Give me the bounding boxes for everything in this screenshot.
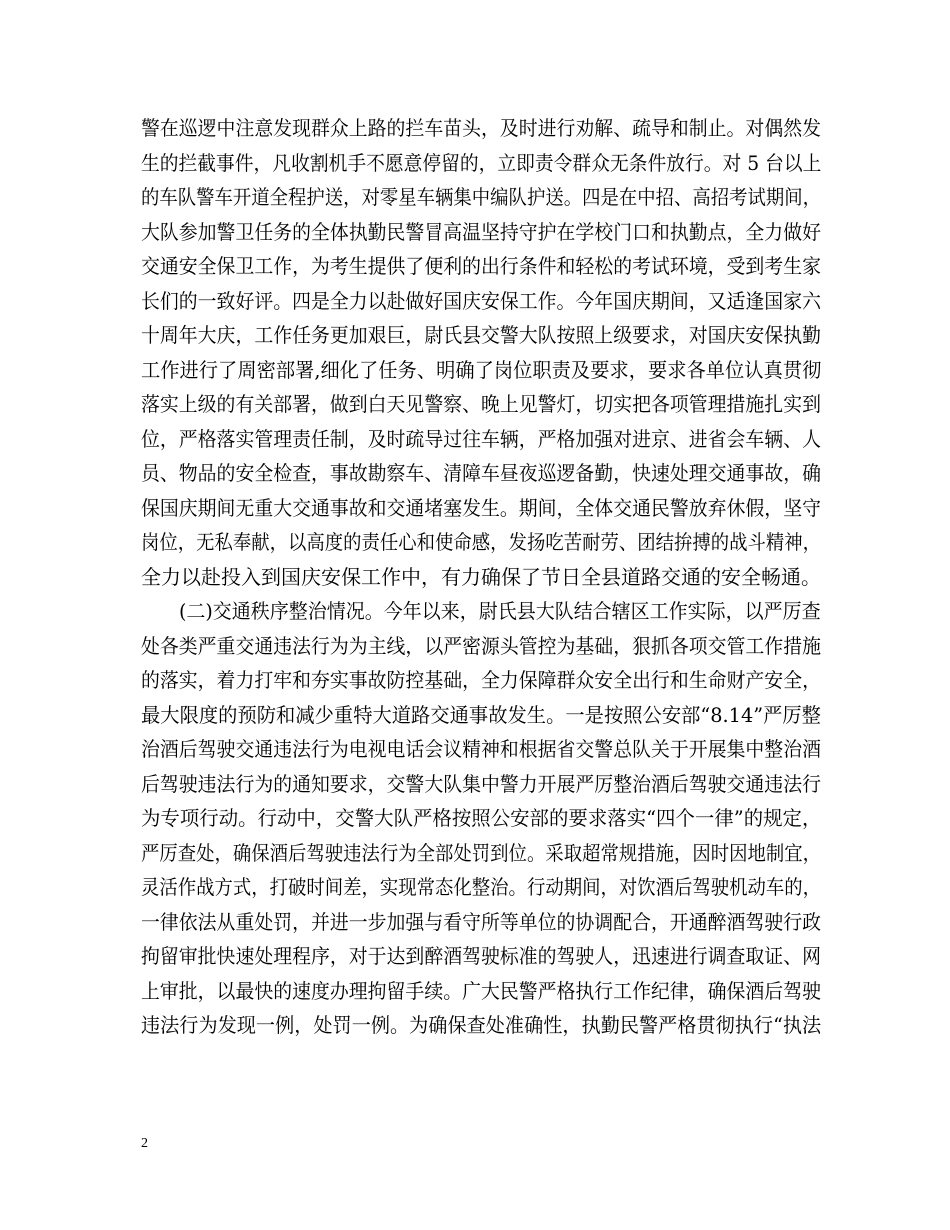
text-line: 后驾驶违法行为的通知要求，交警大队集中警力开展严厉整治酒后驾驶交通违法行 [141, 772, 821, 796]
text-line: 违法行为发现一例，处罚一例。为确保查处准确性，执勤民警严格贯彻执行“执法 [141, 1013, 822, 1037]
text-line: 保国庆期间无重大交通事故和交通堵塞发生。期间，全体交通民警放弃休假，坚守 [141, 496, 821, 520]
text-line: 灵活作战方式，打破时间差，实现常态化整治。行动期间，对饮酒后驾驶机动车的， [141, 875, 821, 899]
text-line: 生的拦截事件，凡收割机手不愿意停留的，立即责令群众无条件放行。对 5 台以上 [141, 151, 822, 175]
text-line: 交通安全保卫工作，为考生提供了便利的出行条件和轻松的考试环境，受到考生家 [141, 254, 821, 278]
page-number: 2 [141, 1136, 148, 1151]
text-line: 的车队警车开道全程护送，对零星车辆集中编队护送。四是在中招、高招考试期间， [141, 185, 821, 209]
text-line: 拘留审批快速处理程序，对于达到醉酒驾驶标准的驾驶人，迅速进行调查取证、网 [141, 944, 821, 968]
text-line: 的落实，着力打牢和夯实事故防控基础，全力保障群众安全出行和生命财产安全， [141, 668, 821, 692]
text-line: 最大限度的预防和减少重特大道路交通事故发生。一是按照公安部“8.14”严厉整 [141, 703, 821, 727]
text-line: (二)交通秩序整治情况。今年以来，尉氏县大队结合辖区工作实际，以严厉查 [141, 599, 821, 623]
text-line: 大队参加警卫任务的全体执勤民警冒高温坚持守护在学校门口和执勤点，全力做好 [141, 220, 821, 244]
text-line: 全力以赴投入到国庆安保工作中，有力确保了节日全县道路交通的安全畅通。 [141, 565, 821, 589]
text-line: 为专项行动。行动中，交警大队严格按照公安部的要求落实“四个一律”的规定， [141, 806, 822, 830]
text-line: 位，严格落实管理责任制，及时疏导过往车辆，严格加强对进京、进省会车辆、人 [141, 427, 821, 451]
text-line: 十周年大庆，工作任务更加艰巨，尉氏县交警大队按照上级要求，对国庆安保执勤 [141, 323, 821, 347]
text-line: 岗位，无私奉献，以高度的责任心和使命感，发扬吃苦耐劳、团结拚搏的战斗精神， [141, 530, 821, 554]
text-line: 员、物品的安全检查，事故勘察车、清障车昼夜巡逻备勤，快速处理交通事故，确 [141, 461, 821, 485]
text-line: 治酒后驾驶交通违法行为电视电话会议精神和根据省交警总队关于开展集中整治酒 [141, 737, 821, 761]
text-line: 警在巡逻中注意发现群众上路的拦车苗头，及时进行劝解、疏导和制止。对偶然发 [141, 116, 821, 140]
text-line: 上审批，以最快的速度办理拘留手续。广大民警严格执行工作纪律，确保酒后驾驶 [141, 979, 821, 1003]
text-line: 落实上级的有关部署，做到白天见警察、晚上见警灯，切实把各项管理措施扎实到 [141, 392, 821, 416]
text-line: 一律依法从重处罚，并进一步加强与看守所等单位的协调配合，开通醉酒驾驶行政 [141, 910, 821, 934]
text-line: 严厉查处，确保酒后驾驶违法行为全部处罚到位。采取超常规措施，因时因地制宜， [141, 841, 821, 865]
text-line: 长们的一致好评。四是全力以赴做好国庆安保工作。今年国庆期间，又适逢国家六 [141, 289, 821, 313]
text-line: 处各类严重交通违法行为为主线，以严密源头管控为基础，狠抓各项交管工作措施 [141, 634, 821, 658]
text-line: 工作进行了周密部署,细化了任务、明确了岗位职责及要求，要求各单位认真贯彻 [141, 358, 822, 382]
